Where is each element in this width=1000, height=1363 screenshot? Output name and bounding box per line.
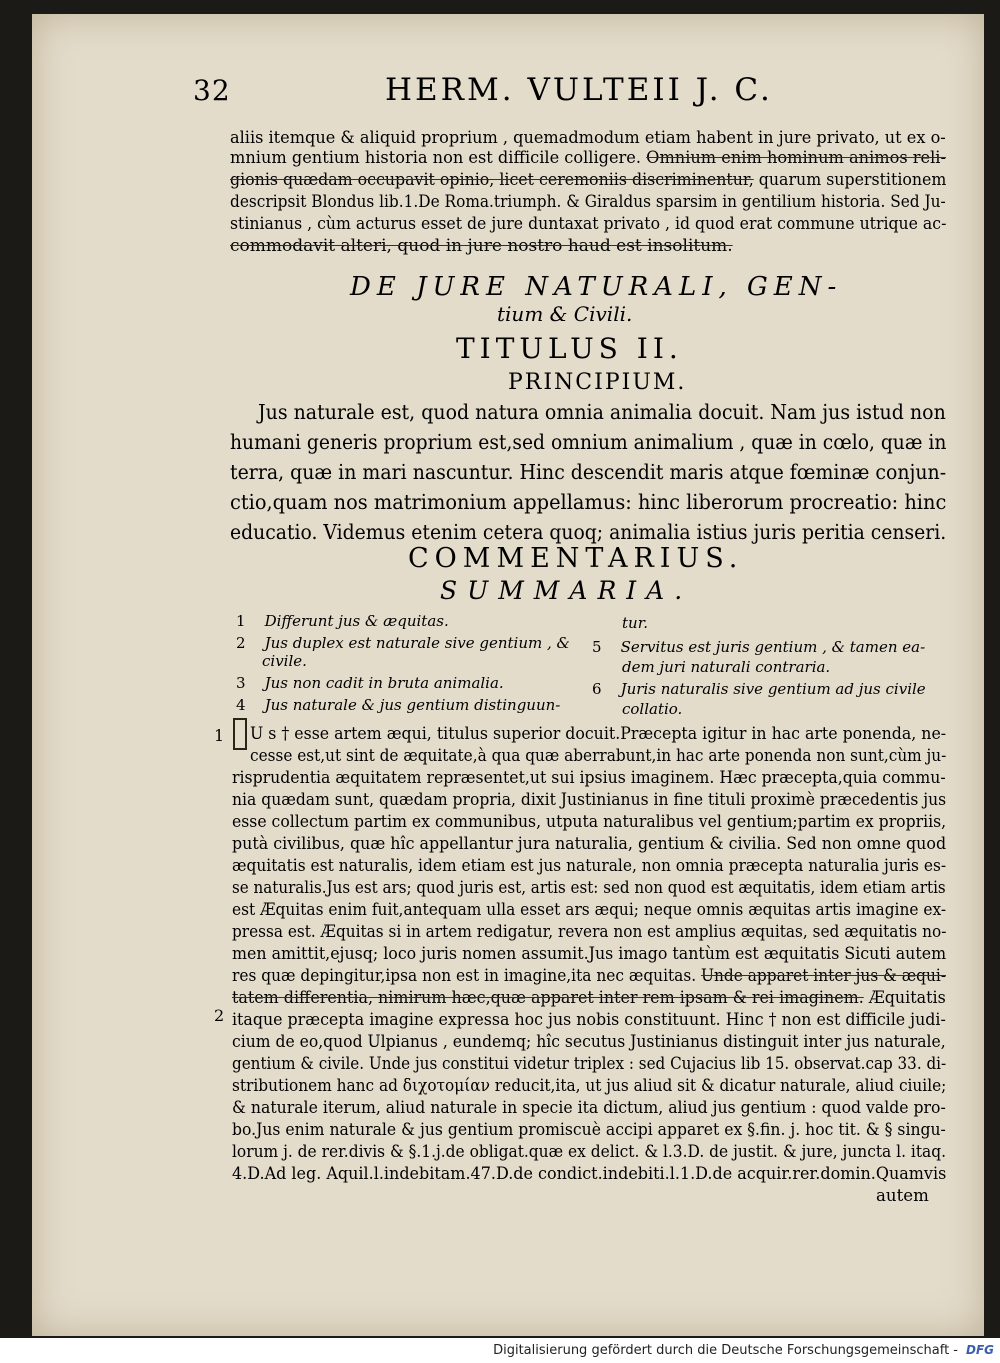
margin-number-2: 2: [214, 1006, 225, 1025]
running-title: HERM. VULTEII J. C.: [385, 72, 773, 108]
prev-line-6: commodavit alteri, quod in jure nostro haud est insolitum.: [230, 236, 733, 256]
summaria-left-4: 3 Jus non cadit in bruta animalia.: [236, 674, 504, 692]
commentary-line-21: 4.D.Ad leg. Aquil.l.indebitam.47.D.de condict.indebiti.l.1.D.de acquir.rer.domin.Quamvis: [232, 1164, 947, 1183]
commentary-line-7: æquitatis est naturalis, idem etiam est jus naturale, non omnia præcepta naturalia juris es-: [232, 856, 947, 875]
commentary-line-8: se naturalis.Jus est ars; quod juris est, artis est: sed non quod est æquitatis, idem etiam artis: [232, 878, 946, 897]
summaria-heading: SUMMARIA.: [440, 576, 693, 605]
prev-line-1: aliis itemque & aliquid proprium , quemadmodum etiam habent in jure privato, ut ex o-: [230, 128, 946, 148]
commentary-line-19: bo.Jus enim naturale & jus gentium promiscuè accipi apparet ex §.fin. j. hoc tit. & § singu-: [232, 1120, 946, 1139]
commentary-line-18: & naturale iterum, aliud naturale in specie ita dictum, aliud jus gentium : quod valde pro-: [232, 1098, 946, 1117]
commentary-line-20: lorum j. de rer.divis & §.1.j.de obligat.quæ ex delict. & l.3.D. de justit. & jure, juncta l. itaq.: [232, 1142, 947, 1161]
summaria-right-1: tur.: [622, 614, 648, 632]
catchword: autem: [876, 1186, 929, 1205]
commentary-line-6: putà civilibus, quæ hîc appellantur jura naturalia, gentium & civilia. Sed non omne quod: [232, 834, 947, 853]
section-title-line-2: tium & Civili.: [497, 302, 633, 326]
principium-line-5: educatio. Videmus etenim cetera quoq; animalia istius juris peritia censeri.: [230, 520, 947, 544]
prev-line-2: mnium gentium historia non est difficile colligere. Omnium enim hominum animos reli-: [230, 148, 946, 168]
summaria-left-2: 2 Jus duplex est naturale sive gentium , &: [236, 634, 570, 652]
summaria-right-5: collatio.: [622, 700, 683, 718]
commentary-line-14: itaque præcepta imagine expressa hoc jus nobis constituunt. Hinc † non est difficile judi-: [232, 1010, 946, 1029]
commentary-line-9: est Æquitas enim fuit,antequam ulla esset ars æqui; neque omnis æquitas artis imagine ex-: [232, 900, 947, 919]
dfg-logo: DFG: [965, 1343, 994, 1357]
commentary-line-1: U s † esse artem æqui, titulus superior docuit.Præcepta igitur in hac arte ponenda, ne-: [250, 724, 947, 743]
commentary-line-13: tatem differentia, nimirum hæc,quæ apparet inter rem ipsam & rei imaginem. Æquitatis: [232, 988, 946, 1007]
margin-number-1: 1: [214, 726, 225, 745]
running-head: [0, 72, 1000, 112]
summaria-right-2: 5 Servitus est juris gentium , & tamen ea-: [592, 638, 926, 656]
principium-line-2: humani generis proprium est,sed omnium animalium , quæ in cœlo, quæ in: [230, 430, 947, 454]
summaria-right-4: 6 Juris naturalis sive gentium ad jus civile: [592, 680, 926, 698]
summaria-left-1: 1 Differunt jus & æquitas.: [236, 612, 449, 630]
prev-line-4: descripsit Blondus lib.1.De Roma.triumph. & Giraldus sparsim in gentilium historia. Sed Ju-: [230, 192, 946, 212]
summaria-right-3: dem juri naturali contraria.: [622, 658, 831, 676]
commentarius-heading: COMMENTARIUS.: [408, 543, 744, 574]
section-title-line-1: DE JURE NATURALI, GEN-: [350, 272, 843, 302]
summaria-left-3: civile.: [262, 652, 307, 670]
commentary-line-10: pressa est. Æquitas si in artem redigatur, revera non est amplius æquitas, sed æquitatis no-: [232, 922, 947, 941]
principium-line-3: terra, quæ in mari nascuntur. Hinc descendit maris atque fœminæ conjun-: [230, 460, 947, 484]
commentary-line-3: risprudentia æquitatem repræsentet,ut sui ipsius imaginem. Hæc præcepta,quia commu-: [232, 768, 946, 787]
principium-line-1: Jus naturale est, quod natura omnia animalia docuit. Nam jus istud non: [258, 400, 946, 424]
prev-line-5: stinianus , cùm acturus esset de jure duntaxat privato , id quod erat commune utrique ac-: [230, 214, 947, 234]
page-number: 32: [193, 74, 231, 107]
commentary-line-5: esse collectum partim ex communibus, utputa naturalibus vel gentium;partim ex propriis,: [232, 812, 947, 831]
commentary-line-2: cesse est,ut sint de æquitate,à qua quæ aberrabunt,in hac arte ponenda non sunt,cùm ju-: [250, 746, 947, 765]
funding-note: Digitalisierung gefördert durch die Deutsche Forschungsgemeinschaft -: [493, 1343, 958, 1358]
commentary-line-4: nia quædam sunt, quædam propria, dixit Justinianus in fine tituli proximè præcedentis jus: [232, 790, 947, 809]
titulus-heading: TITULUS II.: [456, 332, 683, 365]
principium-heading: PRINCIPIUM.: [508, 370, 687, 395]
principium-line-4: ctio,quam nos matrimonium appellamus: hinc liberorum procreatio: hinc: [230, 490, 947, 514]
footer-bar: [0, 1338, 1000, 1363]
commentary-line-17: stributionem hanc ad διχοτομίαν reducit,ita, ut jus aliud sit & dicatur naturale, aliud ciuile;: [232, 1076, 947, 1095]
commentary-line-12: res quæ depingitur,ipsa non est in imagine,ita nec æquitas. Unde apparet inter jus & æqui-: [232, 966, 947, 985]
prev-line-3: gionis quædam occupavit opinio, licet ceremoniis discriminentur, quarum superstitionem: [230, 170, 947, 190]
commentary-line-11: men amittit,ejusq; loco juris nomen assumit.Jus imago tantùm est æquitatis Sicuti autem: [232, 944, 947, 963]
summaria-left-5: 4 Jus naturale & jus gentium distinguun-: [236, 696, 561, 714]
commentary-line-16: gentium & civile. Unde jus constitui videtur triplex : sed Cujacius lib 15. observat.cap 33. di-: [232, 1054, 947, 1073]
initial-letter-j: [233, 718, 247, 750]
commentary-line-15: cium de eo,quod Ulpianus , eundemq; hîc secutus Justinianus distinguit inter jus naturale,: [232, 1032, 946, 1051]
